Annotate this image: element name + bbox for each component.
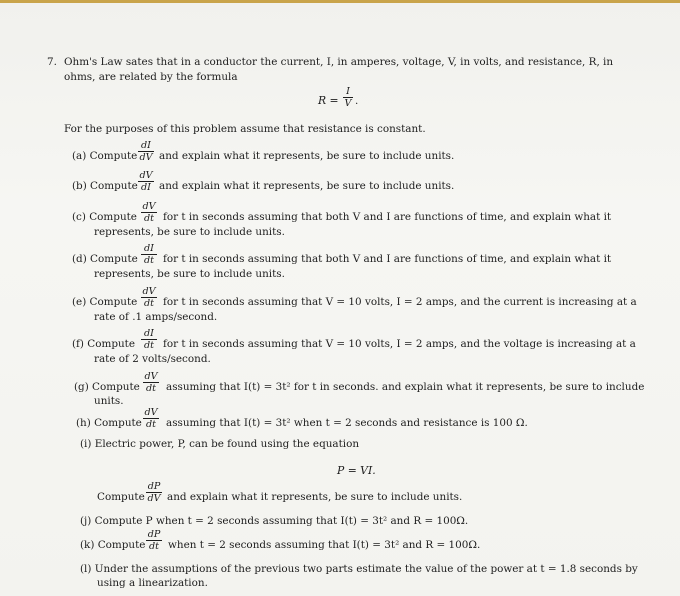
part-c-text2: represents, be sure to include units. (94, 226, 285, 238)
part-h-den: dt (146, 419, 156, 430)
intro-line-2: ohms, are related by the formula (64, 71, 238, 83)
part-d-num: dI (141, 244, 157, 255)
part-f-label: (f) Compute (72, 338, 135, 350)
assumption-text: For the purposes of this problem assume that resistance is constant. (64, 123, 426, 135)
part-f-den: dt (144, 340, 154, 351)
part-c-text: for t in seconds assuming that both V and I are functions of time, and explain what it (163, 211, 612, 223)
part-a-num: dI (138, 141, 154, 152)
part-k-text: when t = 2 seconds assuming that I(t) = 3t² and R = 100Ω. (168, 539, 481, 551)
part-i-num: dP (147, 481, 161, 492)
formula-lhs: R = (318, 94, 339, 107)
part-g-num: dV (144, 371, 158, 382)
part-g-text: assuming that I(t) = 3t² for t in seconds. and explain what it represents, be sure to include (166, 381, 645, 393)
part-e-label: (e) Compute (72, 296, 138, 308)
part-b-fraction (138, 171, 154, 192)
part-g-fraction (143, 372, 159, 393)
part-h-label: (h) Compute (76, 417, 142, 429)
part-a-label: (a) Compute (72, 150, 138, 162)
problem-number: 7. (47, 56, 57, 68)
part-e-den: dt (144, 298, 154, 309)
part-e-text2: rate of .1 amps/second. (94, 311, 218, 323)
part-b-den: dI (141, 182, 151, 193)
part-a-fraction (138, 141, 154, 162)
part-g-label: (g) Compute (74, 381, 140, 393)
part-k-num: dP (147, 529, 161, 540)
part-i-den: dV (147, 493, 161, 504)
part-l-text2: using a linearization. (97, 577, 208, 589)
part-c-num: dV (142, 201, 156, 212)
part-k-label: (k) Compute (80, 539, 146, 551)
part-i-label: (i) Electric power, P, can be found using the equation (80, 438, 360, 450)
part-b-label: (b) Compute (72, 180, 138, 192)
part-l-text: (l) Under the assumptions of the previous two parts estimate the value of the power at t = 1.8 seconds by (80, 563, 638, 575)
part-g-den: dt (146, 383, 156, 394)
intro-line-1: Ohm's Law sates that in a conductor the current, I, in amperes, voltage, V, in volts, and resistance, R, in (64, 56, 614, 68)
part-k-fraction (146, 530, 162, 551)
part-i-fraction (146, 482, 162, 503)
part-e-fraction (141, 287, 157, 308)
part-i-compute: Compute (97, 491, 145, 503)
part-d-den: dt (144, 255, 154, 266)
part-e-text: for t in seconds assuming that V = 10 volts, I = 2 amps, and the current is increasing at a (163, 296, 637, 308)
part-f-text2: rate of 2 volts/second. (94, 353, 211, 365)
formula-denominator: V (344, 98, 352, 109)
power-equation: P = VI. (337, 464, 376, 477)
part-j-text: (j) Compute P when t = 2 seconds assuming that I(t) = 3t² and R = 100Ω. (80, 515, 469, 527)
part-h-text: assuming that I(t) = 3t² when t = 2 seconds and resistance is 100 Ω. (166, 417, 528, 429)
formula-period: . (355, 95, 359, 107)
part-d-text: for t in seconds assuming that both V and I are functions of time, and explain what it (163, 253, 612, 265)
part-d-fraction (141, 244, 157, 265)
part-k-den: dt (149, 541, 159, 552)
part-c-den: dt (144, 213, 154, 224)
part-f-num: dI (141, 329, 157, 340)
part-d-label: (d) Compute (72, 253, 138, 265)
part-e-num: dV (142, 286, 156, 297)
part-c-fraction (141, 202, 157, 223)
formula-fraction (343, 87, 353, 108)
part-i-text: and explain what it represents, be sure to include units. (167, 491, 463, 503)
part-h-fraction (143, 408, 159, 429)
formula-numerator: I (343, 87, 353, 98)
part-a-den: dV (139, 152, 153, 163)
part-g-text2: units. (94, 395, 124, 407)
part-a-text: and explain what it represents, be sure to include units. (159, 150, 455, 162)
part-d-text2: represents, be sure to include units. (94, 268, 285, 280)
part-b-num: dV (139, 170, 153, 181)
part-b-text: and explain what it represents, be sure to include units. (159, 180, 455, 192)
part-f-text: for t in seconds assuming that V = 10 volts, I = 2 amps, and the voltage is increasing at a (163, 338, 636, 350)
part-h-num: dV (144, 407, 158, 418)
top-edge-line (0, 0, 680, 3)
part-f-fraction (141, 329, 157, 350)
part-c-label: (c) Compute (72, 211, 137, 223)
